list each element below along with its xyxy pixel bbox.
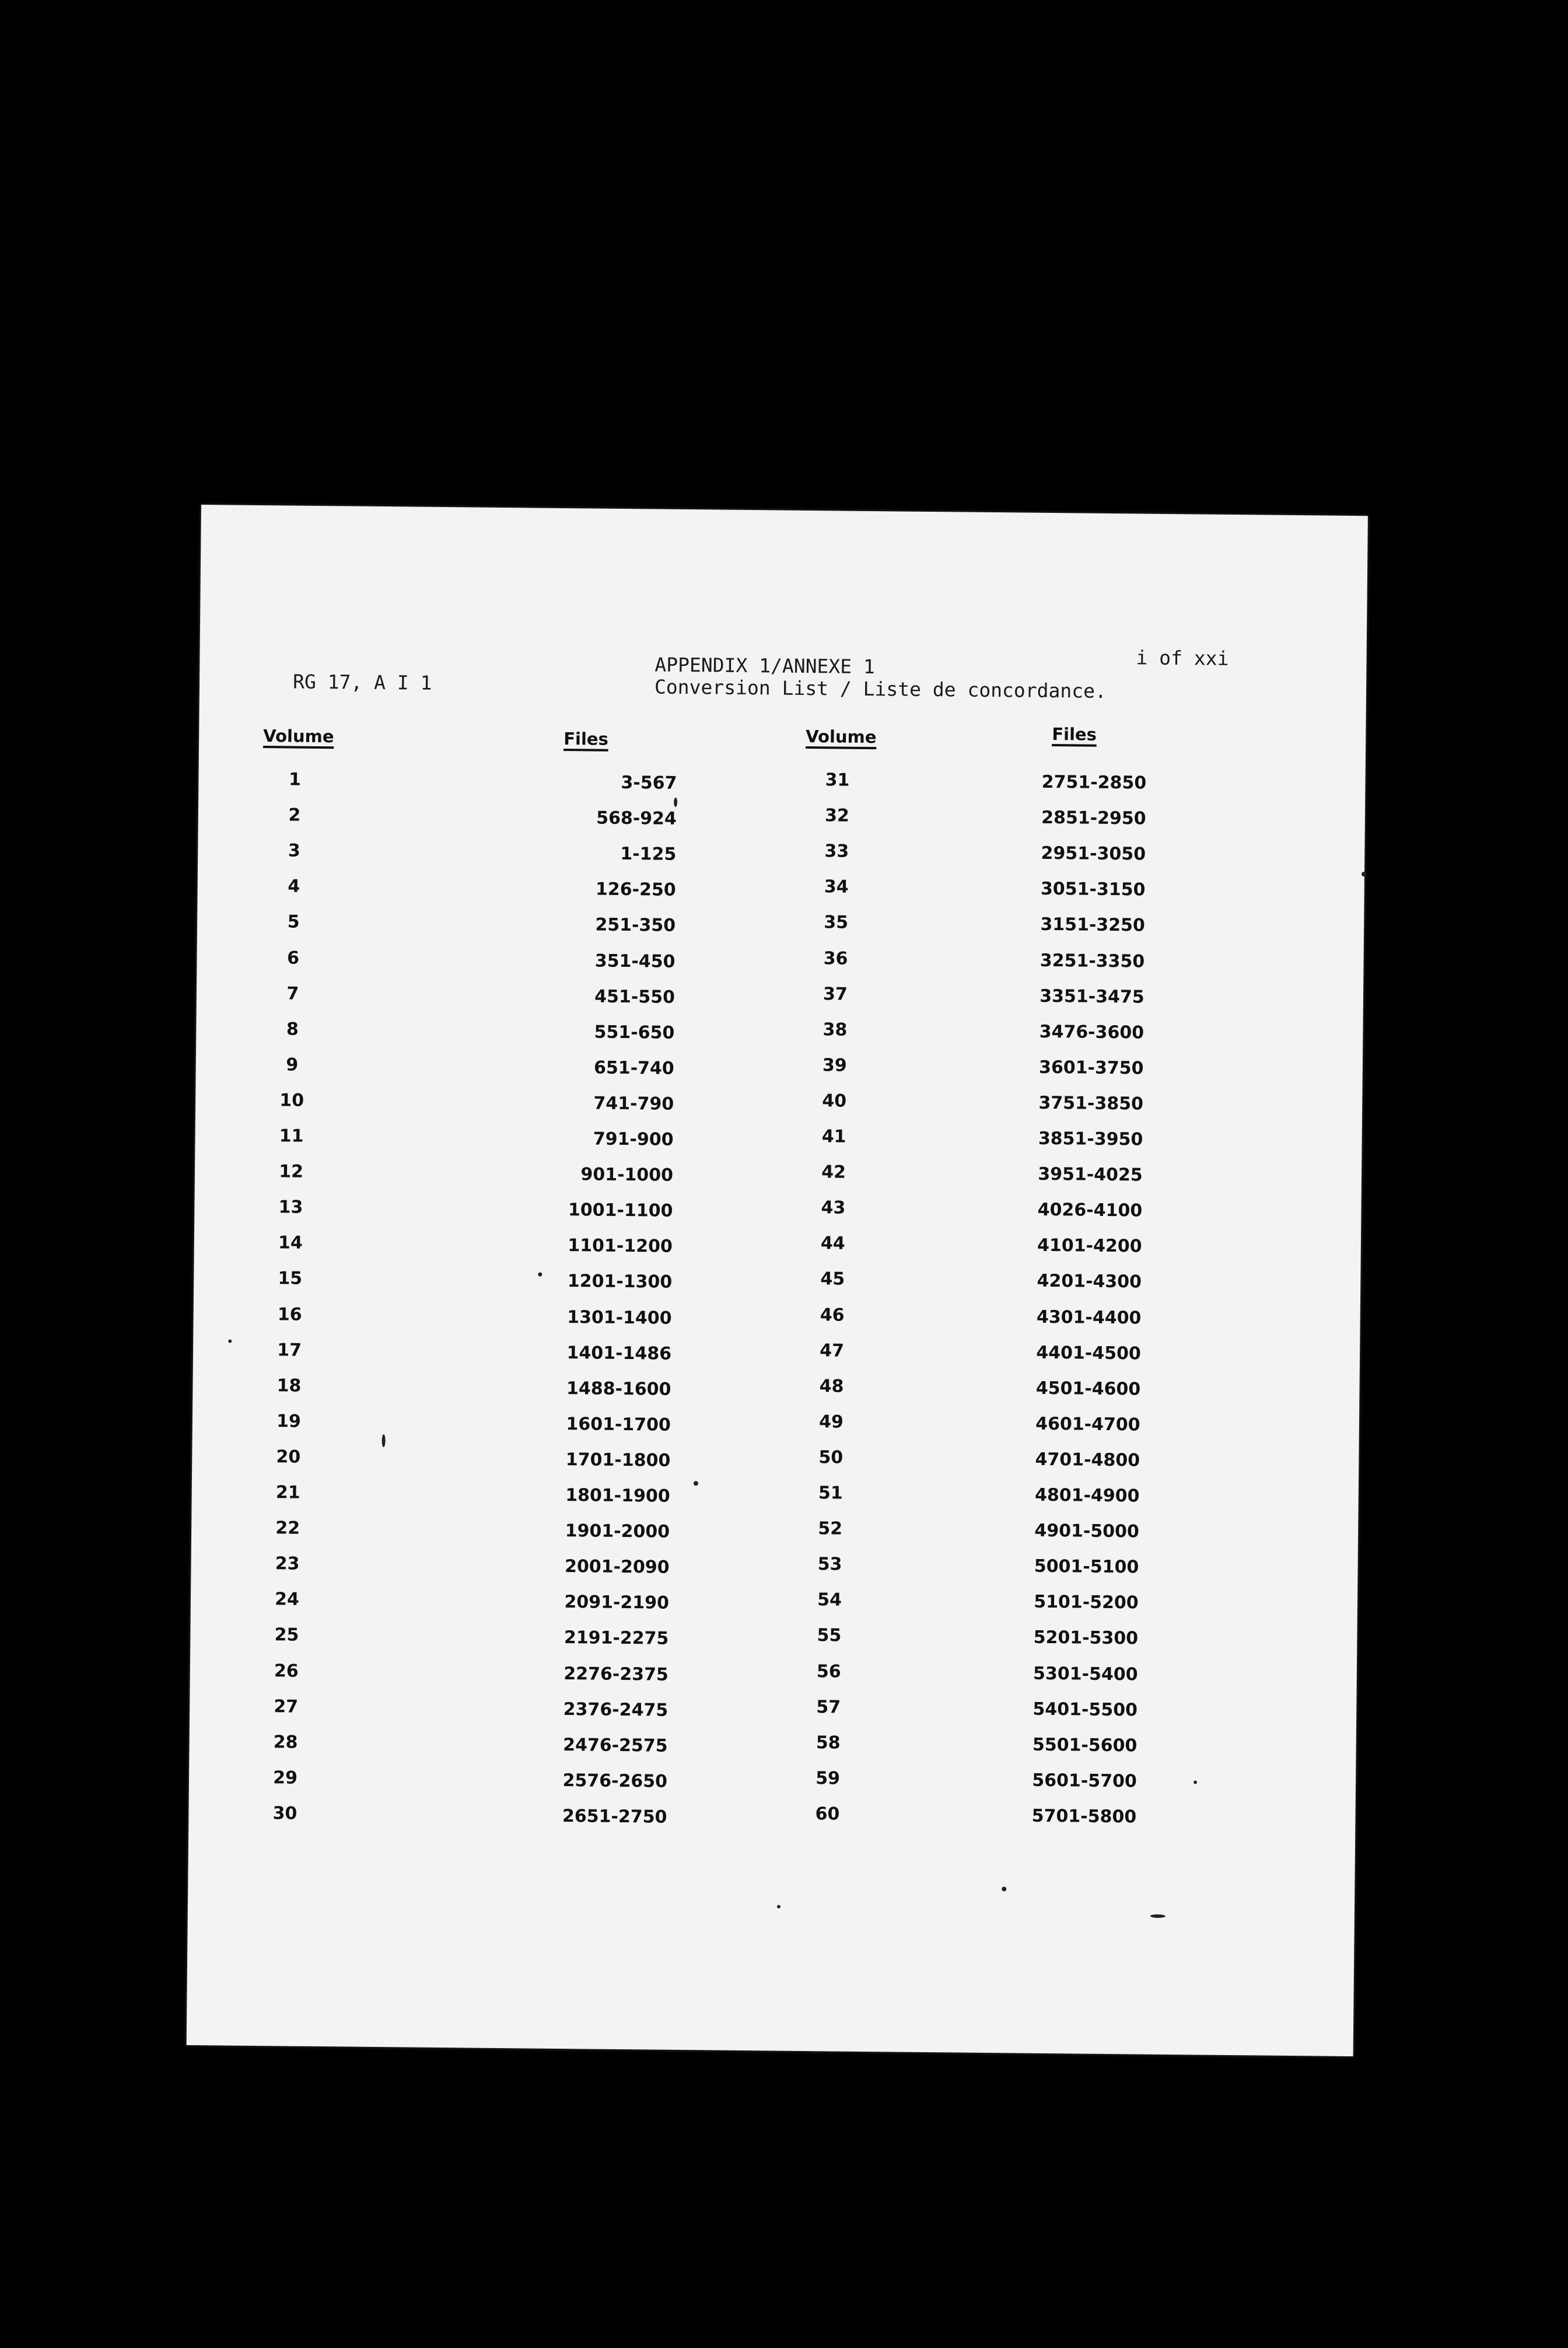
volume-number: 42 xyxy=(821,1162,846,1183)
file-range: 251-350 xyxy=(595,914,676,936)
volume-number: 40 xyxy=(822,1091,847,1112)
volume-number: 14 xyxy=(278,1232,303,1253)
volume-number: 2 xyxy=(288,805,301,826)
volume-number: 24 xyxy=(274,1589,300,1610)
file-range: 2476-2575 xyxy=(563,1735,668,1756)
volume-number: 3 xyxy=(288,840,300,861)
volume-number: 31 xyxy=(825,770,850,791)
volume-number: 23 xyxy=(275,1553,300,1574)
volume-number: 19 xyxy=(276,1411,301,1432)
file-range: 3251-3350 xyxy=(1040,950,1145,972)
file-range: 5301-5400 xyxy=(1032,1663,1138,1685)
document-subtitle: Conversion List / Liste de concordance. xyxy=(654,675,1107,703)
speck-mark xyxy=(1150,1914,1166,1918)
volume-number: 18 xyxy=(276,1375,302,1396)
file-range: 1201-1300 xyxy=(567,1271,673,1292)
volume-number: 4 xyxy=(288,876,300,897)
file-range: 126-250 xyxy=(595,879,676,900)
file-range: 5601-5700 xyxy=(1032,1770,1137,1792)
volume-number: 58 xyxy=(816,1732,841,1753)
file-range: 1488-1600 xyxy=(566,1378,671,1400)
file-range: 4401-4500 xyxy=(1036,1342,1141,1364)
volume-number: 20 xyxy=(276,1446,301,1468)
volume-number: 25 xyxy=(274,1624,299,1645)
file-range: 5401-5500 xyxy=(1032,1699,1138,1721)
volume-number: 39 xyxy=(822,1055,847,1076)
file-range: 791-900 xyxy=(593,1128,674,1150)
volume-number: 38 xyxy=(822,1019,848,1040)
volume-number: 54 xyxy=(817,1589,842,1610)
volume-number: 43 xyxy=(821,1197,846,1218)
volume-number: 16 xyxy=(277,1304,302,1325)
volume-number: 56 xyxy=(816,1661,841,1682)
volume-number: 32 xyxy=(824,805,849,826)
file-range: 1101-1200 xyxy=(568,1235,673,1257)
file-range: 3-567 xyxy=(621,772,677,794)
file-range: 3751-3850 xyxy=(1038,1092,1144,1114)
file-range: 5701-5800 xyxy=(1031,1805,1137,1828)
speck-mark xyxy=(228,1340,232,1343)
volume-number: 5 xyxy=(287,911,300,932)
record-group-reference: RG 17, A I 1 xyxy=(292,670,432,694)
volume-number: 52 xyxy=(818,1518,843,1539)
file-range: 2651-2750 xyxy=(562,1806,667,1828)
speck-mark xyxy=(1362,872,1366,876)
file-range: 5501-5600 xyxy=(1032,1734,1138,1756)
file-range: 4101-4200 xyxy=(1037,1235,1142,1257)
volume-number: 10 xyxy=(279,1090,304,1111)
file-range: 2276-2375 xyxy=(564,1664,668,1685)
file-range: 2091-2190 xyxy=(564,1592,670,1613)
file-range: 3851-3950 xyxy=(1038,1128,1143,1150)
file-range: 3951-4025 xyxy=(1038,1163,1143,1186)
file-range: 568-924 xyxy=(596,808,677,829)
volume-number: 27 xyxy=(274,1696,299,1717)
volume-number: 35 xyxy=(824,912,849,933)
file-range: 4026-4100 xyxy=(1037,1199,1143,1221)
file-range: 4701-4800 xyxy=(1035,1449,1140,1471)
volume-number: 8 xyxy=(286,1019,299,1040)
file-range: 1001-1100 xyxy=(568,1200,673,1221)
file-range: 741-790 xyxy=(593,1093,674,1114)
file-range: 2191-2275 xyxy=(564,1627,669,1649)
file-range: 4601-4700 xyxy=(1035,1413,1140,1435)
file-range: 1-125 xyxy=(620,843,677,865)
volume-number: 59 xyxy=(816,1768,841,1789)
volume-number: 37 xyxy=(822,984,848,1005)
file-range: 5001-5100 xyxy=(1034,1556,1139,1578)
volume-number: 12 xyxy=(278,1161,304,1182)
file-range: 551-650 xyxy=(594,1022,675,1043)
volume-number: 60 xyxy=(815,1804,840,1825)
page-number: i of xxi xyxy=(1136,646,1229,670)
volume-number: 28 xyxy=(273,1732,298,1753)
file-range: 3051-3150 xyxy=(1040,878,1146,900)
file-range: 3601-3750 xyxy=(1038,1057,1144,1079)
volume-number: 17 xyxy=(277,1340,302,1361)
file-range: 3151-3250 xyxy=(1040,914,1146,936)
file-range: 351-450 xyxy=(594,951,676,972)
file-range: 901-1000 xyxy=(580,1164,674,1186)
file-range: 1601-1700 xyxy=(566,1414,671,1435)
volume-number: 7 xyxy=(286,983,299,1004)
document-page xyxy=(187,505,1368,2056)
speck-mark xyxy=(1002,1886,1006,1891)
file-range: 2851-2950 xyxy=(1041,807,1146,829)
file-range: 5201-5300 xyxy=(1033,1627,1139,1649)
volume-number: 36 xyxy=(823,948,848,969)
file-range: 651-740 xyxy=(593,1057,674,1079)
file-range: 1901-2000 xyxy=(565,1521,670,1542)
speck-mark xyxy=(777,1905,780,1909)
speck-mark xyxy=(674,798,677,807)
volume-number: 15 xyxy=(278,1268,303,1289)
file-range: 3476-3600 xyxy=(1039,1021,1144,1043)
volume-number: 51 xyxy=(818,1483,843,1504)
file-range: 1301-1400 xyxy=(567,1307,672,1329)
column-header-files-right: Files xyxy=(1052,724,1097,745)
volume-number: 55 xyxy=(817,1625,842,1646)
volume-number: 11 xyxy=(279,1126,304,1147)
file-range: 2576-2650 xyxy=(562,1770,668,1792)
file-range: 2376-2475 xyxy=(563,1699,668,1721)
file-range: 3351-3475 xyxy=(1040,986,1144,1008)
volume-number: 22 xyxy=(275,1518,300,1539)
volume-number: 29 xyxy=(273,1767,298,1788)
volume-number: 41 xyxy=(821,1126,846,1147)
file-range: 2951-3050 xyxy=(1041,843,1146,865)
volume-number: 13 xyxy=(278,1197,303,1218)
file-range: 2751-2850 xyxy=(1041,771,1147,794)
file-range: 4901-5000 xyxy=(1034,1520,1140,1542)
file-range: 4501-4600 xyxy=(1035,1378,1141,1400)
volume-number: 44 xyxy=(820,1233,845,1254)
volume-number: 46 xyxy=(820,1305,845,1326)
volume-number: 30 xyxy=(272,1803,298,1824)
file-range: 4801-4900 xyxy=(1034,1484,1140,1507)
volume-number: 50 xyxy=(818,1447,844,1468)
volume-number: 53 xyxy=(817,1554,842,1575)
file-range: 1701-1800 xyxy=(565,1449,671,1471)
volume-number: 45 xyxy=(820,1269,845,1290)
file-range: 5101-5200 xyxy=(1034,1591,1139,1613)
volume-number: 26 xyxy=(274,1661,299,1682)
speck-mark xyxy=(538,1273,542,1277)
volume-number: 34 xyxy=(824,876,849,897)
volume-number: 21 xyxy=(275,1482,300,1503)
volume-number: 6 xyxy=(286,948,300,969)
speck-mark xyxy=(382,1434,386,1447)
column-header-volume-left: Volume xyxy=(263,726,334,747)
file-range: 1401-1486 xyxy=(566,1343,672,1364)
volume-number: 1 xyxy=(288,769,302,790)
file-range: 2001-2090 xyxy=(564,1556,670,1578)
file-range: 451-550 xyxy=(594,986,676,1008)
volume-number: 57 xyxy=(816,1697,841,1718)
file-range: 4201-4300 xyxy=(1037,1270,1142,1292)
volume-number: 49 xyxy=(818,1411,844,1432)
appendix-title: APPENDIX 1/ANNEXE 1 xyxy=(654,653,876,679)
speck-mark xyxy=(1194,1780,1197,1784)
volume-number: 9 xyxy=(286,1054,299,1075)
file-range: 1801-1900 xyxy=(565,1485,670,1507)
file-range: 4301-4400 xyxy=(1036,1306,1142,1329)
volume-number: 33 xyxy=(824,841,849,862)
speck-mark xyxy=(694,1481,698,1486)
column-header-volume-right: Volume xyxy=(806,726,877,747)
volume-number: 47 xyxy=(820,1340,845,1361)
column-header-files-left: Files xyxy=(564,728,608,749)
volume-number: 48 xyxy=(819,1376,844,1397)
